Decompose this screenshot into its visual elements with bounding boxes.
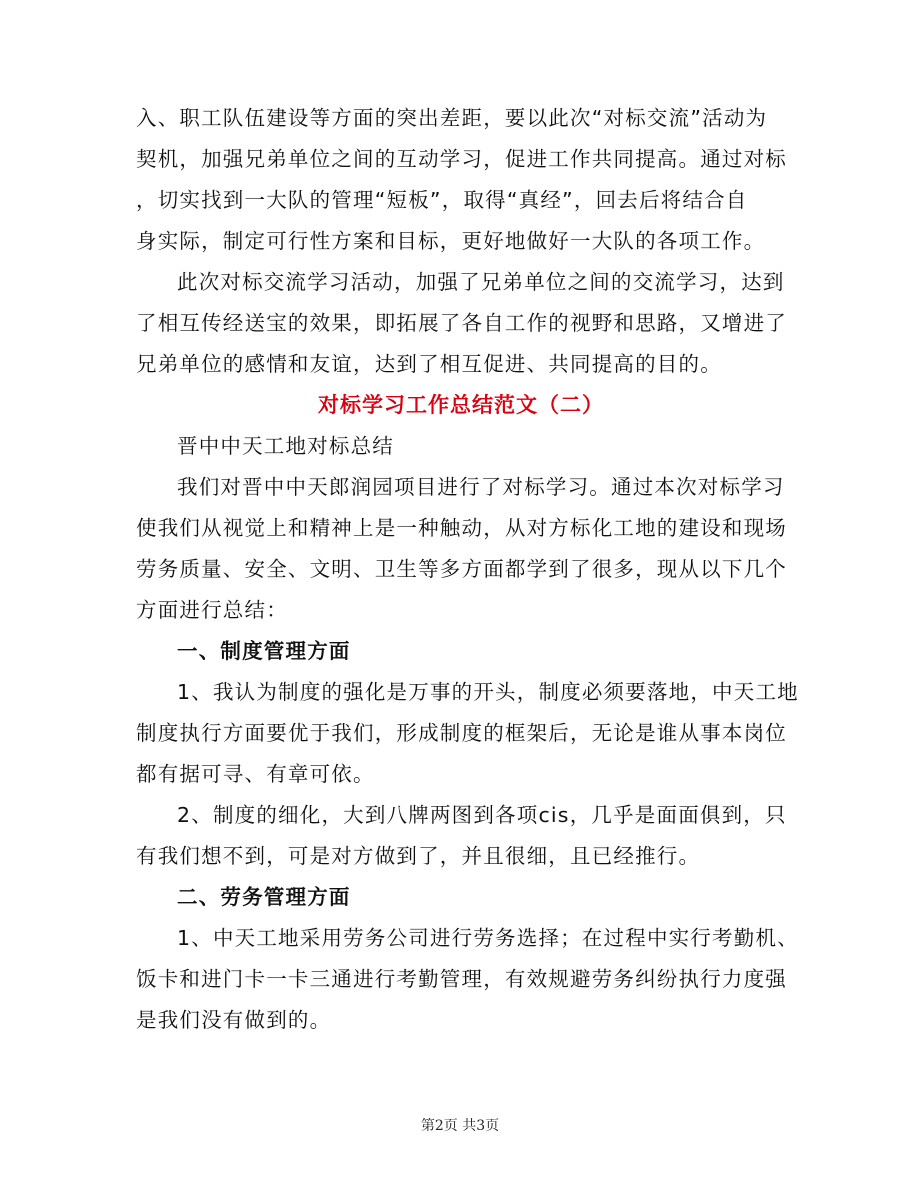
paragraph-line: 契机，加强兄弟单位之间的互动学习，促进工作共同提高。通过对标 bbox=[136, 147, 787, 171]
paragraph-line: 此次对标交流学习活动，加强了兄弟单位之间的交流学习，达到 bbox=[177, 270, 785, 294]
paragraph-line: 劳务质量、安全、文明、卫生等多方面都学到了很多，现从以下几个 bbox=[136, 557, 787, 581]
paragraph-line: 方面进行总结： bbox=[136, 598, 288, 622]
paragraph-line: 2、制度的细化，大到八牌两图到各项cis，几乎是面面俱到，只 bbox=[177, 803, 787, 827]
paragraph-line: 入、职工队伍建设等方面的突出差距，要以此次“对标交流”活动为 bbox=[136, 106, 768, 130]
section-heading: 二、劳务管理方面 bbox=[177, 885, 351, 909]
section-heading: 一、制度管理方面 bbox=[177, 639, 351, 663]
paragraph-line: 是我们没有做到的。 bbox=[136, 1008, 332, 1032]
paragraph-line: 饭卡和进门卡一卡三通进行考勤管理，有效规避劳务纠纷执行力度强 bbox=[136, 967, 787, 991]
paragraph-line: 兄弟单位的感情和友谊，达到了相互促进、共同提高的目的。 bbox=[136, 352, 722, 376]
page-number-footer: 第2页 共3页 bbox=[420, 1118, 500, 1134]
paragraph-line: 身实际，制定可行性方案和目标，更好地做好一大队的各项工作。 bbox=[136, 229, 766, 253]
paragraph-line: 有我们想不到，可是对方做到了，并且很细，且已经推行。 bbox=[136, 844, 701, 868]
paragraph-line: 我们对晋中中天郎润园项目进行了对标学习。通过本次对标学习 bbox=[177, 475, 785, 499]
paragraph-line: 使我们从视觉上和精神上是一种触动，从对方标化工地的建设和现场 bbox=[136, 516, 787, 540]
paragraph-line: 都有据可寻、有章可依。 bbox=[136, 762, 375, 786]
section-title: 对标学习工作总结范文（二） bbox=[318, 393, 604, 417]
paragraph-line: ，切实找到一大队的管理“短板”，取得“真经”，回去后将结合自 bbox=[136, 188, 748, 212]
paragraph-line: 1、中天工地采用劳务公司进行劳务选择；在过程中实行考勤机、 bbox=[177, 926, 799, 950]
paragraph-line: 制度执行方面要优于我们，形成制度的框架后，无论是谁从事本岗位 bbox=[136, 721, 787, 745]
document-subtitle: 晋中中天工地对标总结 bbox=[177, 434, 394, 458]
paragraph-line: 了相互传经送宝的效果，即拓展了各自工作的视野和思路，又增进了 bbox=[136, 311, 787, 335]
document-body bbox=[136, 98, 799, 1041]
paragraph-line: 1、我认为制度的强化是万事的开头，制度必须要落地，中天工地 bbox=[177, 680, 799, 704]
